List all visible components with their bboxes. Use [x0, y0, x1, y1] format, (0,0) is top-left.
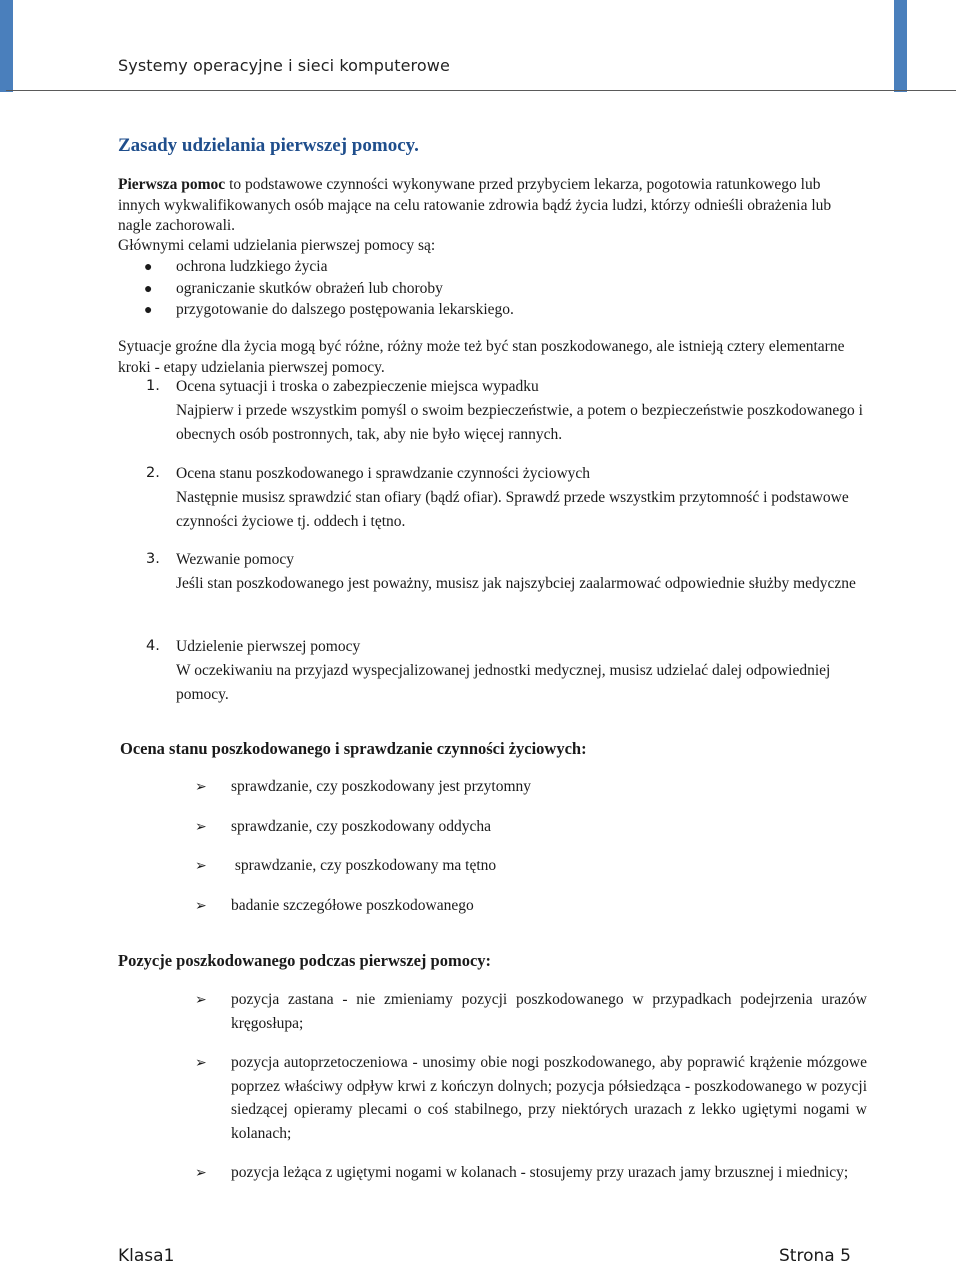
step-body: W oczekiwaniu na przyjazd wyspecjalizowanej jednostki medycznej, musisz udzielać dalej odpowiedniej pomocy. [176, 662, 831, 703]
arrow-bullet-icon: ➢ [195, 779, 207, 795]
list-item: ➢ pozycja autoprzetoczeniowa - unosimy obie nogi poszkodowanego, aby poprawić krążenie mózgowe poprzez właściwy odpływ krwi z kończyn dolnych; pozycja półsiedząca - poszkodowanego w pozycji siedzącej opieramy plecami o coś stabilnego, przy niektórych urazach z lekko ugiętymi nogami w kolanach; [195, 1054, 867, 1142]
header-accent-right [894, 0, 907, 92]
step-number: 2. [146, 465, 160, 481]
step-body: Następnie musisz sprawdzić stan ofiary (bądź ofiar). Sprawdź przede wszystkim przytomność i podstawowe czynności życiowe tj. oddech i tętno. [176, 489, 849, 530]
list-item: ● przygotowanie do dalszego postępowania lekarskiego. [118, 299, 818, 321]
list-item: ➢ sprawdzanie, czy poszkodowany ma tętno [195, 857, 497, 874]
goals-list [118, 256, 818, 321]
bullet-icon: ● [144, 281, 153, 297]
positions-list [195, 988, 867, 1185]
running-header: Systemy operacyjne i sieci komputerowe [118, 56, 450, 75]
bullet-icon: ● [144, 260, 153, 275]
arrow-bullet-icon: ➢ [195, 818, 207, 835]
arrow-bullet-icon: ➢ [195, 897, 207, 914]
step-body: Jeśli stan poszkodowanego jest poważny, musisz jak najszybciej zaalarmować odpowiednie służby medyczne [176, 575, 856, 592]
positions-title: Pozycje poszkodowanego podczas pierwszej pomocy: [118, 951, 492, 970]
bullet-icon: ● [144, 303, 153, 318]
assessment-title: Ocena stanu poszkodowanego i sprawdzanie czynności życiowych: [120, 739, 587, 758]
arrow-bullet-icon: ➢ [195, 858, 207, 874]
list-item: ● ochrona ludzkiego życia [118, 256, 818, 278]
intro-text: to podstawowe czynności wykonywane przed przybyciem lekarza, pogotowia ratunkowego lub innych wykwalifikowanych osób mające na celu ratowanie zdrowia bądź życia ludzi, którzy odnieśli obrażenia lub nagle zachorowali. [118, 176, 832, 234]
intro-bold-lead: Pierwsza pomoc [118, 176, 226, 193]
step-heading: Wezwanie pomocy [176, 551, 294, 568]
step-number: 4. [146, 638, 160, 654]
list-item: ➢ sprawdzanie, czy poszkodowany jest przytomny [195, 778, 532, 795]
arrow-bullet-icon: ➢ [195, 1055, 207, 1071]
page-title: Zasady udzielania pierwszej pomocy. [118, 135, 419, 156]
step-number: 1. [146, 378, 160, 394]
footer-class: Klasa1 [118, 1246, 175, 1266]
situations-paragraph: Sytuacje groźne dla życia mogą być różne, różny może też być stan poszkodowanego, ale istnieją cztery elementarne kroki - etapy udzielania pierwszej pomocy. [118, 338, 845, 376]
step-body: Najpierw i przede wszystkim pomyśl o swoim bezpieczeństwie, a potem o bezpieczeństwie poszkodowanego i obecnych osób postronnych, tak, aby nie było więcej rannych. [176, 402, 863, 443]
step-number: 3. [146, 551, 160, 567]
header-rule [6, 90, 956, 91]
list-item: ➢ pozycja zastana - nie zmieniamy pozycji poszkodowanego w przypadkach podejrzenia urazów kręgosłupa; [195, 991, 867, 1032]
intro-paragraph [118, 175, 858, 237]
arrow-bullet-icon: ➢ [195, 1165, 207, 1181]
step-heading: Ocena sytuacji i troska o zabezpieczenie miejsca wypadku [176, 378, 539, 395]
goals-lead: Głównymi celami udzielania pierwszej pomocy są: [118, 237, 436, 254]
list-item: ➢ sprawdzanie, czy poszkodowany oddycha [195, 817, 491, 835]
arrow-bullet-icon: ➢ [195, 992, 207, 1008]
list-item: ➢ pozycja leżąca z ugiętymi nogami w kolanach - stosujemy przy urazach jamy brzusznej i miednicy; [195, 1161, 867, 1185]
step-heading: Udzielenie pierwszej pomocy [176, 638, 361, 655]
step-heading: Ocena stanu poszkodowanego i sprawdzanie czynności życiowych [176, 465, 591, 482]
assessment-list [195, 778, 867, 936]
list-item: ➢ badanie szczegółowe poszkodowanego [195, 896, 474, 914]
header-accent-left [0, 0, 13, 92]
list-item: ● ograniczanie skutków obrażeń lub choroby [118, 278, 818, 300]
page-number: Strona 5 [779, 1246, 851, 1266]
